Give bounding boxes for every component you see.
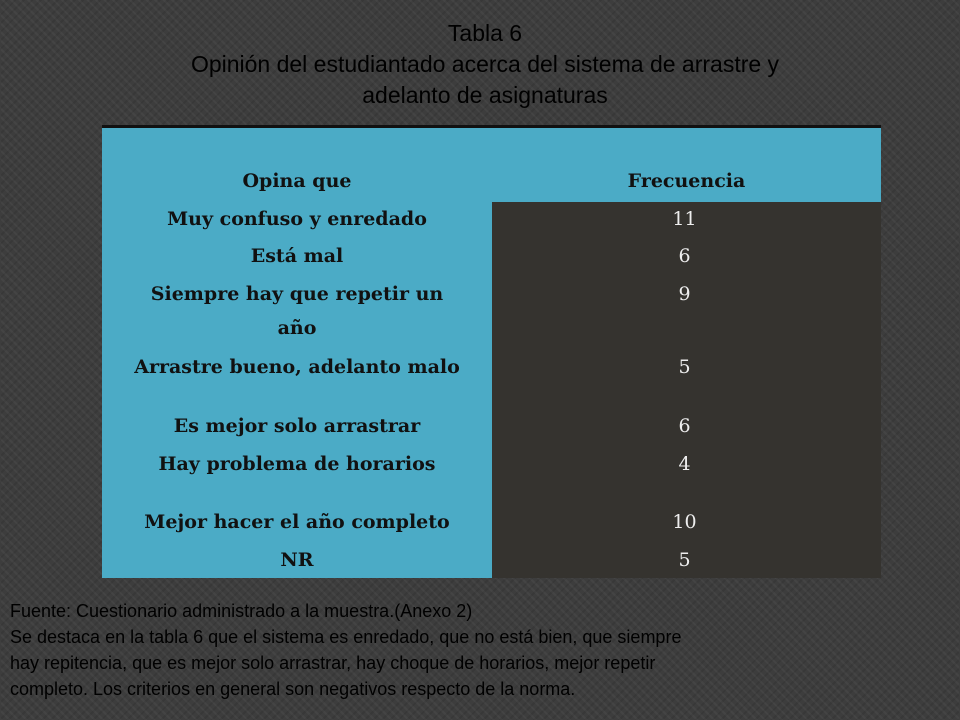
table-number: Tabla 6 <box>447 20 523 46</box>
frequency-cell-8: 5 <box>678 549 691 571</box>
opinion-cell-5: Es mejor solo arrastrar <box>173 415 421 437</box>
frequency-cell-6: 4 <box>678 453 691 475</box>
opinion-table <box>102 125 881 578</box>
summary-line-2: hay repitencia, que es mejor solo arrastrar, hay choque de horarios, mejor repetir <box>10 653 656 673</box>
opinion-cell-8: NR <box>280 549 314 571</box>
opinion-cell-4: Arrastre bueno, adelanto malo <box>134 356 460 378</box>
table-title-line-1: Opinión del estudiantado acerca del sistema de arrastre y <box>190 51 780 77</box>
header-frequency: Frecuencia <box>627 170 746 192</box>
summary-line-1: Se destaca en la tabla 6 que el sistema es enredado, que no está bien, que siempre <box>10 627 682 647</box>
table-header <box>102 128 881 202</box>
header-opinion: Opina que <box>242 170 352 192</box>
frequency-cell-2: 6 <box>678 245 691 267</box>
frequency-cell-1: 11 <box>672 208 697 230</box>
source-note: Fuente: Cuestionario administrado a la muestra.(Anexo 2) <box>10 601 473 621</box>
summary-line-3: completo. Los criterios en general son negativos respecto de la norma. <box>10 679 576 699</box>
frequency-cell-7: 10 <box>672 511 697 533</box>
footer-text <box>10 598 940 702</box>
frequency-cell-5: 6 <box>678 415 691 437</box>
opinion-cell-6: Hay problema de horarios <box>158 453 436 475</box>
opinion-cell-1: Muy confuso y enredado <box>167 208 427 230</box>
frequency-cell-4: 5 <box>678 356 691 378</box>
slide-title <box>0 18 960 111</box>
opinion-cell-7: Mejor hacer el año completo <box>144 511 450 533</box>
opinion-cell-2: Está mal <box>250 245 344 267</box>
table-title-line-2: adelanto de asignaturas <box>362 82 608 108</box>
frequency-cell-3: 9 <box>678 283 691 305</box>
opinion-cell-3-line-1: Siempre hay que repetir un <box>150 283 444 305</box>
opinion-cell-3-line-2: año <box>277 317 317 339</box>
